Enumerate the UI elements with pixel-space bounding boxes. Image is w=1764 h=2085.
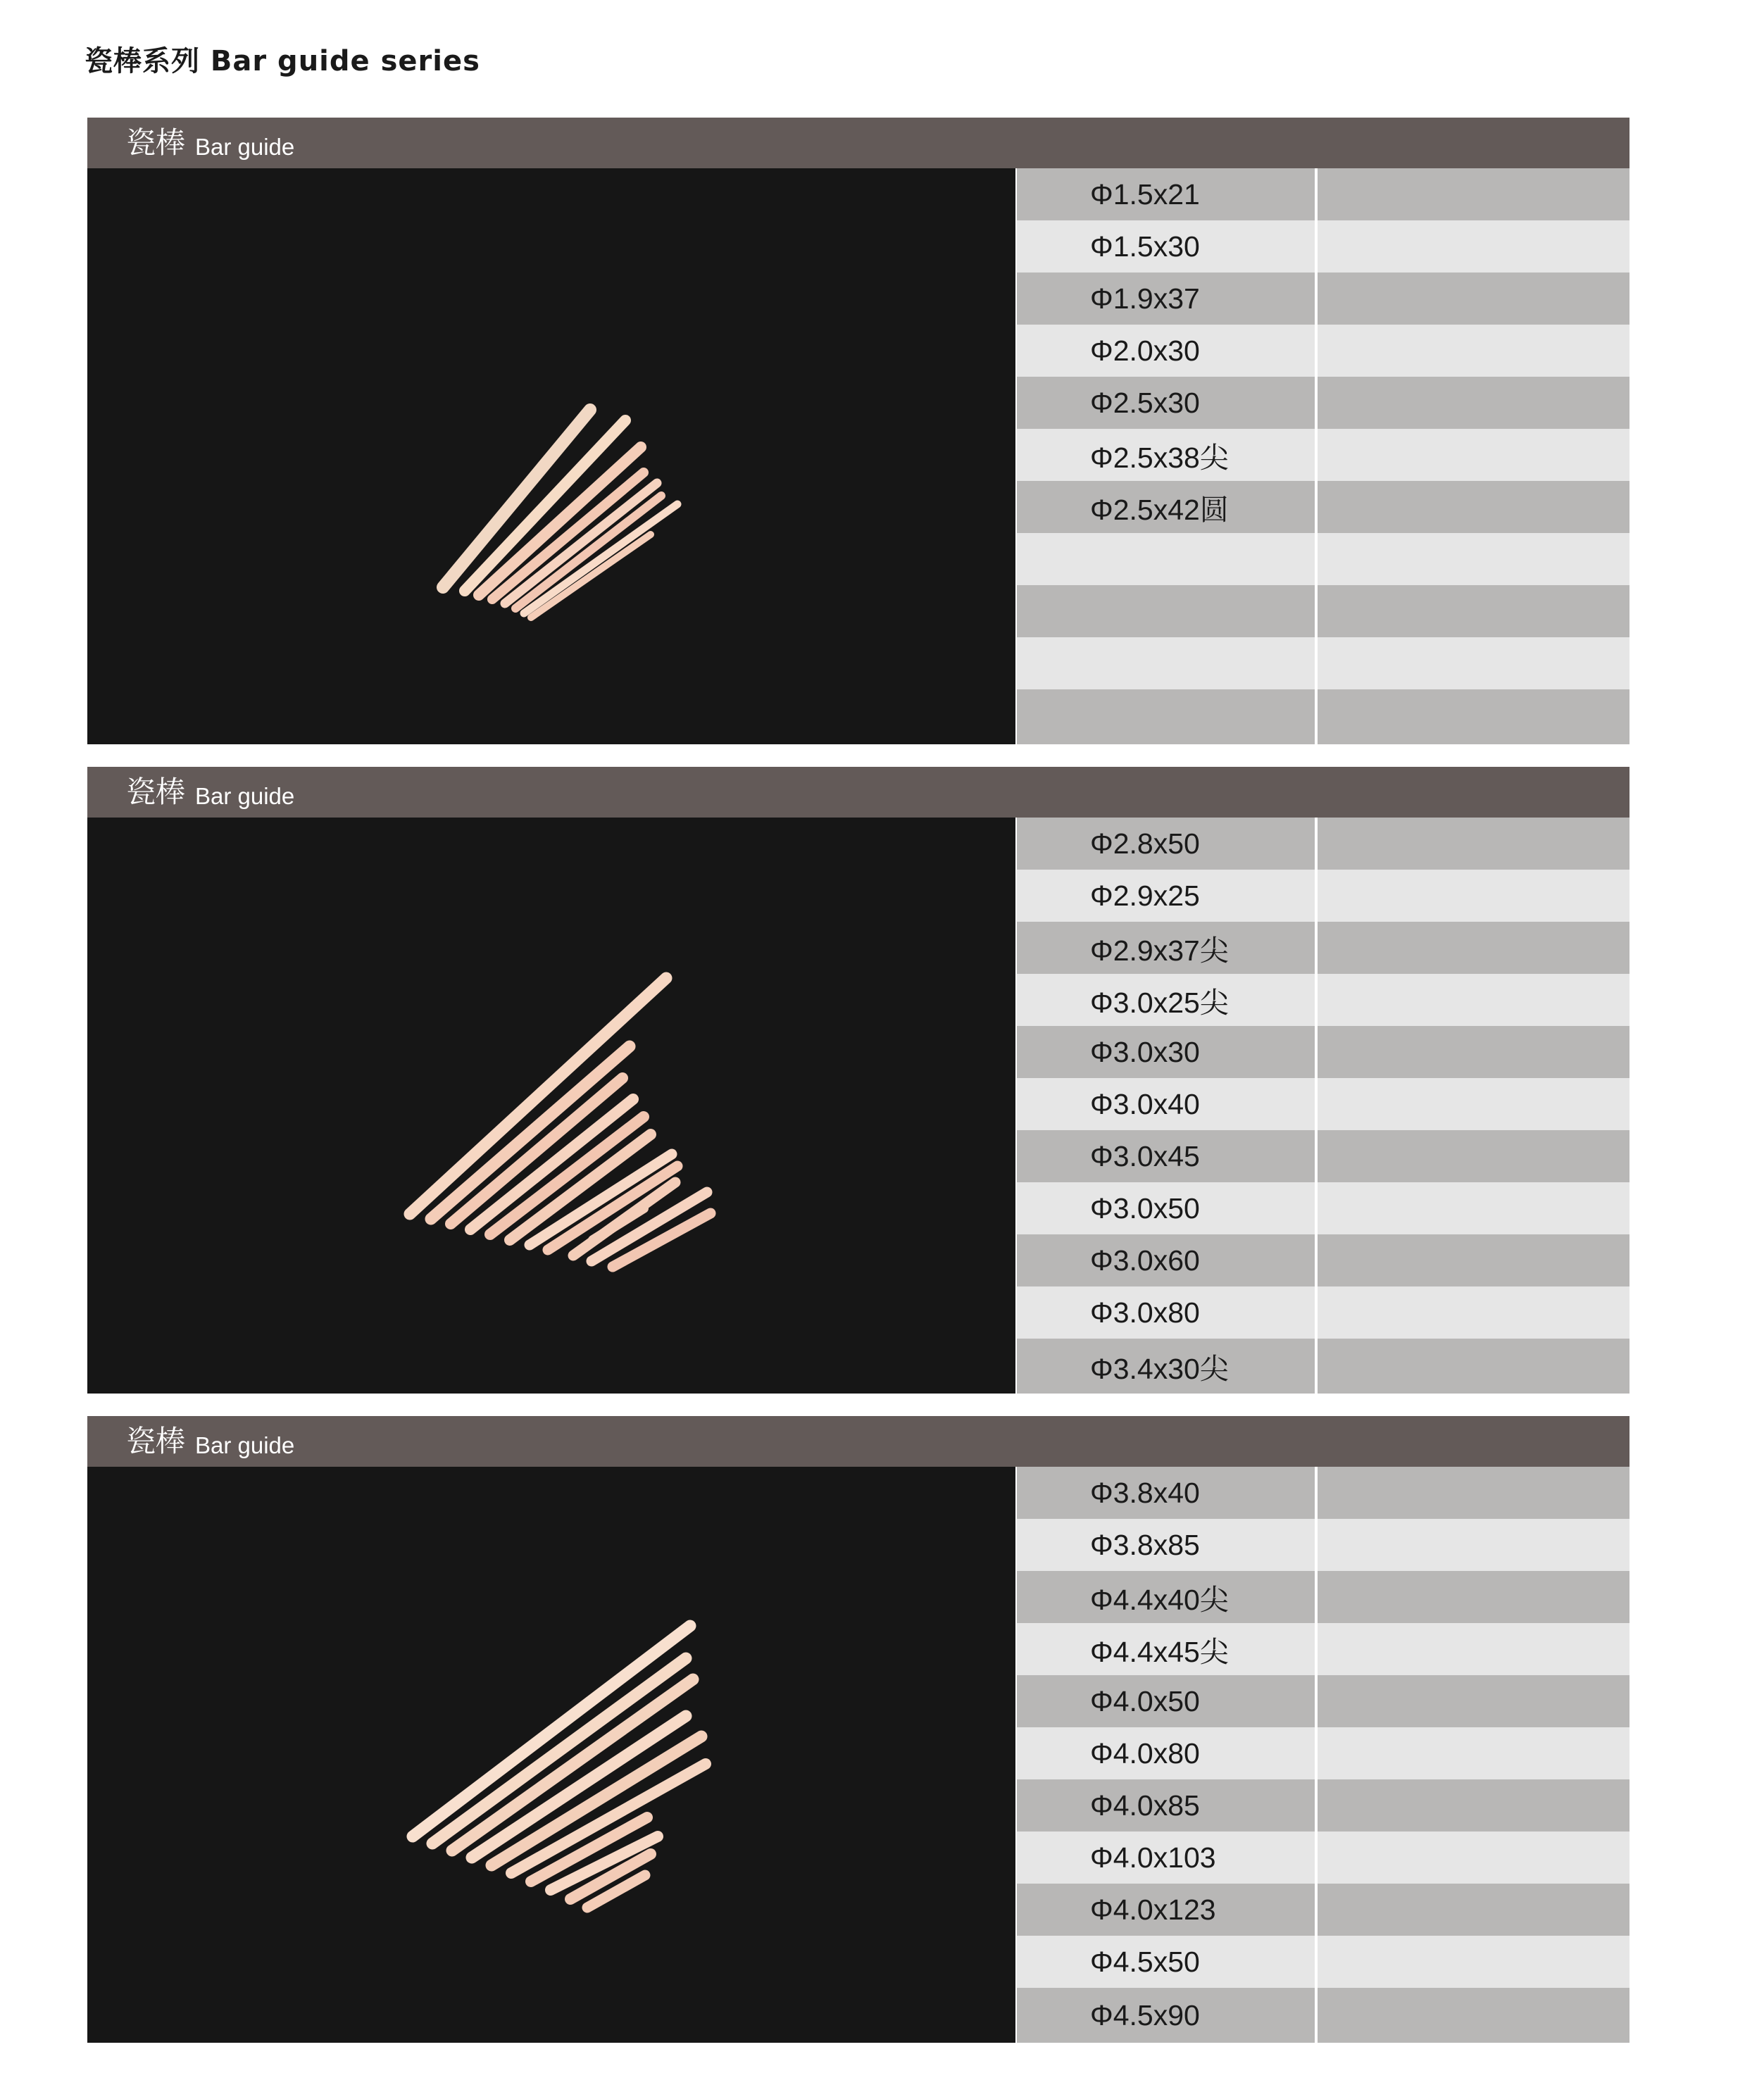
spec-extra-cell — [1318, 1339, 1629, 1394]
spec-cell: Φ2.5x42圆 — [1017, 481, 1318, 533]
table-row — [1017, 533, 1629, 585]
spec-extra-cell — [1318, 1467, 1629, 1519]
spec-extra-cell — [1318, 974, 1629, 1026]
product-photo — [87, 168, 1015, 744]
table-row — [1017, 818, 1629, 870]
bar-guide-section — [87, 1416, 1629, 2043]
spec-extra-cell — [1318, 1884, 1629, 1936]
spec-extra-cell — [1318, 1571, 1629, 1623]
spec-cell: Φ2.5x30 — [1017, 377, 1318, 429]
spec-extra-cell — [1318, 1675, 1629, 1727]
spec-cell: Φ3.8x40 — [1017, 1467, 1318, 1519]
spec-cell — [1017, 533, 1318, 585]
section-title-cn: 瓷棒 — [126, 125, 186, 160]
table-row — [1017, 1026, 1629, 1078]
spec-cell: Φ3.4x30尖 — [1017, 1339, 1318, 1394]
spec-extra-cell — [1318, 1988, 1629, 2043]
page-title: 瓷棒系列 Bar guide series — [85, 45, 480, 77]
spec-cell: Φ3.0x25尖 — [1017, 974, 1318, 1026]
rod-group — [410, 978, 711, 1267]
table-row — [1017, 1988, 1629, 2043]
spec-extra-cell — [1318, 689, 1629, 744]
section-header — [87, 1416, 1629, 1467]
spec-cell: Φ2.8x50 — [1017, 818, 1318, 870]
spec-cell: Φ1.5x21 — [1017, 168, 1318, 220]
spec-extra-cell — [1318, 1623, 1629, 1675]
spec-cell: Φ2.9x25 — [1017, 870, 1318, 922]
spec-extra-cell — [1318, 922, 1629, 974]
spec-cell: Φ1.9x37 — [1017, 273, 1318, 325]
table-row — [1017, 429, 1629, 481]
spec-extra-cell — [1318, 585, 1629, 637]
table-row — [1017, 1467, 1629, 1519]
spec-extra-cell — [1318, 273, 1629, 325]
section-title-cn: 瓷棒 — [126, 1424, 186, 1458]
table-row — [1017, 1234, 1629, 1286]
spec-extra-cell — [1318, 637, 1629, 689]
spec-cell: Φ1.5x30 — [1017, 220, 1318, 273]
table-row — [1017, 273, 1629, 325]
spec-extra-cell — [1318, 1936, 1629, 1988]
bar-guide-section — [87, 767, 1629, 1394]
section-header — [87, 118, 1629, 168]
table-row — [1017, 1286, 1629, 1339]
spec-extra-cell — [1318, 220, 1629, 273]
table-row — [1017, 1884, 1629, 1936]
table-row — [1017, 974, 1629, 1026]
table-row — [1017, 1078, 1629, 1130]
spec-extra-cell — [1318, 1130, 1629, 1182]
spec-extra-cell — [1318, 481, 1629, 533]
spec-cell: Φ4.0x123 — [1017, 1884, 1318, 1936]
spec-cell: Φ4.5x90 — [1017, 1988, 1318, 2043]
spec-cell: Φ4.4x40尖 — [1017, 1571, 1318, 1623]
spec-cell: Φ2.9x37尖 — [1017, 922, 1318, 974]
spec-cell: Φ2.5x38尖 — [1017, 429, 1318, 481]
product-photo — [87, 818, 1015, 1394]
table-row — [1017, 1130, 1629, 1182]
spec-cell: Φ4.0x85 — [1017, 1779, 1318, 1832]
spec-extra-cell — [1318, 1182, 1629, 1234]
spec-extra-cell — [1318, 818, 1629, 870]
rod-group — [443, 410, 677, 618]
spec-cell: Φ3.0x50 — [1017, 1182, 1318, 1234]
spec-cell: Φ4.4x45尖 — [1017, 1623, 1318, 1675]
table-row — [1017, 1339, 1629, 1394]
spec-extra-cell — [1318, 1078, 1629, 1130]
table-row — [1017, 481, 1629, 533]
spec-cell: Φ4.0x80 — [1017, 1727, 1318, 1779]
spec-extra-cell — [1318, 1286, 1629, 1339]
table-row — [1017, 1936, 1629, 1988]
table-row — [1017, 1571, 1629, 1623]
section-title-cn: 瓷棒 — [126, 775, 186, 809]
spec-extra-cell — [1318, 377, 1629, 429]
table-row — [1017, 922, 1629, 974]
spec-table — [1017, 1467, 1629, 2043]
table-row — [1017, 1519, 1629, 1571]
table-row — [1017, 1727, 1629, 1779]
table-row — [1017, 377, 1629, 429]
spec-extra-cell — [1318, 1727, 1629, 1779]
spec-cell: Φ4.0x103 — [1017, 1832, 1318, 1884]
spec-extra-cell — [1318, 1519, 1629, 1571]
section-title-en: Bar guide — [195, 1432, 295, 1458]
table-row — [1017, 870, 1629, 922]
spec-cell: Φ4.5x50 — [1017, 1936, 1318, 1988]
spec-table — [1017, 818, 1629, 1394]
spec-cell: Φ3.0x30 — [1017, 1026, 1318, 1078]
table-row — [1017, 1675, 1629, 1727]
spec-cell: Φ3.0x40 — [1017, 1078, 1318, 1130]
spec-cell: Φ3.0x60 — [1017, 1234, 1318, 1286]
spec-cell: Φ3.8x85 — [1017, 1519, 1318, 1571]
spec-extra-cell — [1318, 1779, 1629, 1832]
table-row — [1017, 1832, 1629, 1884]
section-title-en: Bar guide — [195, 783, 295, 809]
spec-cell — [1017, 637, 1318, 689]
spec-extra-cell — [1318, 429, 1629, 481]
table-row — [1017, 1779, 1629, 1832]
ceramic-rods-photo — [87, 818, 1015, 1394]
spec-extra-cell — [1318, 533, 1629, 585]
table-row — [1017, 689, 1629, 744]
spec-table — [1017, 168, 1629, 744]
table-row — [1017, 1182, 1629, 1234]
table-row — [1017, 637, 1629, 689]
spec-cell: Φ3.0x80 — [1017, 1286, 1318, 1339]
spec-cell: Φ3.0x45 — [1017, 1130, 1318, 1182]
spec-cell: Φ4.0x50 — [1017, 1675, 1318, 1727]
ceramic-rods-photo — [87, 168, 1015, 744]
table-row — [1017, 1623, 1629, 1675]
spec-extra-cell — [1318, 325, 1629, 377]
product-photo — [87, 1467, 1015, 2043]
section-header — [87, 767, 1629, 818]
table-row — [1017, 585, 1629, 637]
bar-guide-section — [87, 118, 1629, 744]
table-row — [1017, 325, 1629, 377]
spec-extra-cell — [1318, 1832, 1629, 1884]
ceramic-rods-photo — [87, 1467, 1015, 2043]
spec-cell — [1017, 585, 1318, 637]
spec-extra-cell — [1318, 168, 1629, 220]
spec-cell — [1017, 689, 1318, 744]
spec-extra-cell — [1318, 1026, 1629, 1078]
spec-cell: Φ2.0x30 — [1017, 325, 1318, 377]
spec-extra-cell — [1318, 1234, 1629, 1286]
rod-group — [413, 1626, 706, 1908]
table-row — [1017, 168, 1629, 220]
spec-extra-cell — [1318, 870, 1629, 922]
table-row — [1017, 220, 1629, 273]
section-title-en: Bar guide — [195, 134, 295, 160]
